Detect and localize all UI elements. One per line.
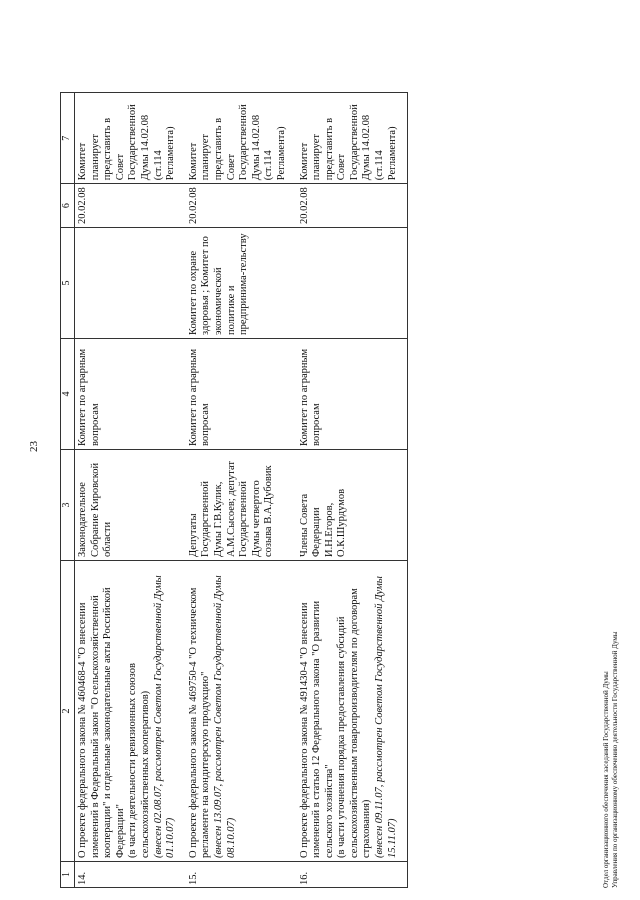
page-footer <box>602 632 620 888</box>
co-committee: Комитет по охране здоровья ; Комитет по экономической политике и предпринима-тельству <box>186 228 297 339</box>
bill-cell <box>297 561 408 862</box>
bill-note: (внесен 02.08.07, рассмотрен Советом Государственной Думы 01.10.07) <box>152 575 177 858</box>
header-row <box>61 93 75 888</box>
footer-line-1: Отдел организационного обеспечения заседаний Государственной Думы <box>602 671 610 888</box>
bill-title: О проекте федерального закона № 469750-4 "О техническом регламенте на кондитерскую продукцию" <box>187 587 212 858</box>
plan: Комитет планирует представить в Совет Государственной Думы 14.02.08 (ст.114 Регламента) <box>75 93 186 184</box>
bill-cell <box>186 561 297 862</box>
column-header-3: 3 <box>61 450 75 561</box>
date: 20.02.08 <box>186 184 297 228</box>
plan: Комитет планирует представить в Совет Государственной Думы 14.02.08 (ст.114 Регламента) <box>186 93 297 184</box>
table-row <box>75 93 186 888</box>
bill-note: (внесен 09.11.07, рассмотрен Советом Государственной Думы 15.11.07) <box>374 576 398 858</box>
committee: Комитет по аграрным вопросам <box>297 339 408 450</box>
page-number: 23 <box>28 441 40 452</box>
committee: Комитет по аграрным вопросам <box>186 339 297 450</box>
bill-detail: (в части уточнения порядка предоставления субсидий сельскохозяйственным товаропроизводителям по договорам страхования) <box>336 588 373 858</box>
initiator: Депутаты Государственной Думы Г.В.Кулик, А.М.Сысоев; депутат Государственной Думы четвертого созыва В.А.Дубовик <box>186 450 297 561</box>
column-header-7: 7 <box>61 93 75 184</box>
column-header-1: 1 <box>61 862 75 888</box>
row-number: 15. <box>186 862 297 888</box>
date: 20.02.08 <box>75 184 186 228</box>
column-header-4: 4 <box>61 339 75 450</box>
committee: Комитет по аграрным вопросам <box>75 339 186 450</box>
bill-title: О проекте федерального закона № 491430-4 "О внесении изменений в статью 12 Федерального закона "О развитии сельского хозяйства" <box>298 600 335 858</box>
table-row <box>186 93 297 888</box>
bill-title: О проекте федерального закона № 460468-4 "О внесении изменений в Федеральный закон "О сельскохозяйственной кооперации" и отдельные законодательные акты Российской Федерации" <box>77 587 126 858</box>
column-header-5: 5 <box>61 228 75 339</box>
co-committee <box>75 228 186 339</box>
co-committee <box>297 228 408 339</box>
bill-detail: (в части деятельности ревизионных союзов сельскохозяйственных кооперативов) <box>127 663 151 858</box>
footer-line-2: Управления по организационному обеспечению деятельности Государственной Думы <box>611 631 619 888</box>
row-number: 14. <box>75 862 186 888</box>
plan: Комитет планирует представить в Совет Государственной Думы 14.02.08 (ст.114 Регламента) <box>297 93 408 184</box>
bill-cell <box>75 561 186 862</box>
table-row <box>297 93 408 888</box>
row-number: 16. <box>297 862 408 888</box>
initiator: Законодательное Собрание Кировской области <box>75 450 186 561</box>
column-header-6: 6 <box>61 184 75 228</box>
column-header-2: 2 <box>61 561 75 862</box>
bill-note: (внесен 13.09.07, рассмотрен Советом Государственной Думы 08.10.07) <box>212 575 237 858</box>
initiator: Члены Совета Федерации И.Н.Егоров, О.К.Шурдумов <box>297 450 408 561</box>
bills-table <box>60 92 408 888</box>
date: 20.02.08 <box>297 184 408 228</box>
